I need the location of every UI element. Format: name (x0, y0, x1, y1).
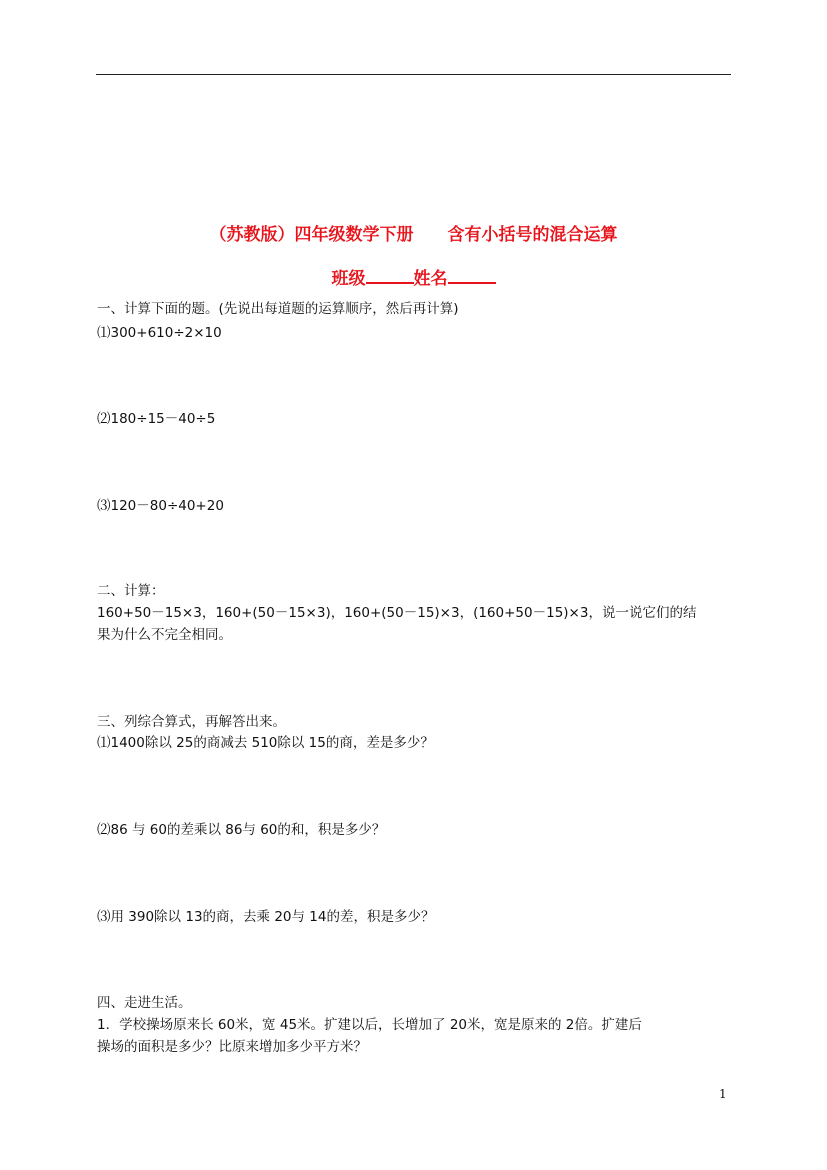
section-4-line-2: 操场的面积是多少？比原来增加多少平方米？ (97, 1039, 367, 1055)
name-blank[interactable] (448, 268, 496, 284)
class-label: 班级 (331, 269, 366, 289)
section-3-question-3: ⑶用 390除以 13的商，去乘 20与 14的差，积是多少？ (97, 909, 435, 925)
class-name-line (0, 264, 827, 289)
title-part-2: 含有小括号的混合运算 (447, 225, 618, 245)
section-1-question-1: ⑴300+610÷2×10 (97, 325, 222, 341)
section-2-heading: 二、计算： (97, 583, 165, 599)
section-1-question-2: ⑵180÷15－40÷5 (97, 411, 216, 427)
document-title (0, 220, 827, 245)
name-label: 姓名 (413, 269, 448, 289)
section-2-line-2: 果为什么不完全相同。 (97, 627, 232, 643)
section-1-heading: 一、计算下面的题。(先说出每道题的运算顺序，然后再计算) (97, 301, 459, 317)
section-3-question-2: ⑵86 与 60的差乘以 86与 60的和，积是多少？ (97, 822, 386, 838)
header-rule (96, 74, 731, 75)
section-3-question-1: ⑴1400除以 25的商减去 510除以 15的商，差是多少？ (97, 735, 434, 751)
section-1-question-3: ⑶120－80÷40+20 (97, 498, 224, 514)
section-4-heading: 四、走进生活。 (97, 995, 192, 1011)
class-blank[interactable] (366, 268, 414, 284)
section-2-line-1: 160+50－15×3，160+(50－15×3)，160+(50－15)×3，(160+50－15)×3，说一说它们的结 (97, 605, 697, 621)
title-part-1: （苏教版）四年级数学下册 (209, 225, 414, 245)
section-3-heading: 三、列综合算式，再解答出来。 (97, 714, 286, 730)
section-4-line-1: 1．学校操场原来长 60米，宽 45米。扩建以后，长增加了 20米，宽是原来的 2倍。扩建后 (97, 1017, 642, 1033)
page-number: 1 (719, 1087, 727, 1101)
